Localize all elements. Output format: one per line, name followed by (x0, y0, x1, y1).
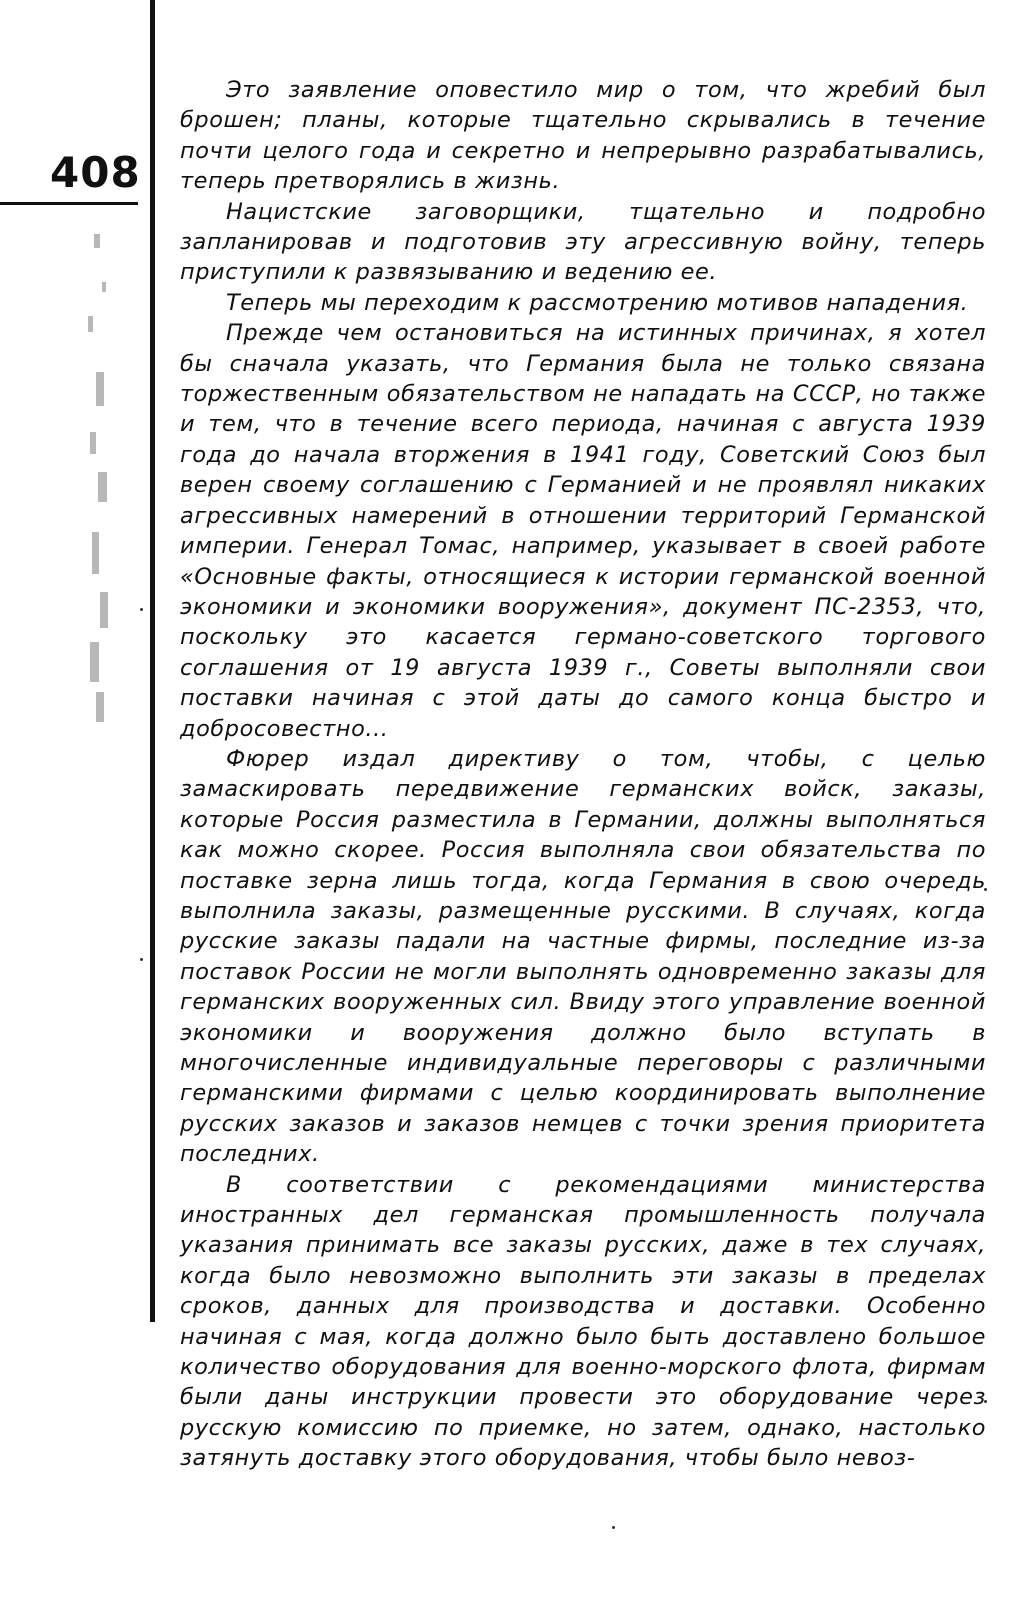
paragraph: Нацистские заговорщики, тщательно и подробно запланировав и подготовив эту агрессивную войну, теперь приступили к развязыванию и ведению ее. (180, 198, 986, 286)
paragraph: Теперь мы переходим к рассмотрению мотивов нападения. (226, 289, 969, 316)
paragraph: Это заявление оповестило мир о том, что жребий был брошен; планы, которые тщательно скрывались в течение почти целого года и секретно и непрерывно разрабатывались, теперь претворялись в жизнь. (180, 77, 986, 195)
scan-speck (140, 958, 143, 961)
page-number: 408 (50, 148, 141, 197)
scan-speck (140, 608, 143, 611)
paragraph: В соответствии с рекомендациями министерства иностранных дел германская промышленность получала указания принимать все заказы русских, даже в тех случаях, когда было невозможно выполнить эти заказы в пределах сроков, данных для производства и доставки. Особенно начиная с мая, когда должно было быть доставлено большое количество оборудования для военно-морского флота, фирмам были даны инструкции провести это оборудование через русскую комиссию по приемке, но затем, однако, настолько затянуть доставку этого оборудования, чтобы было невоз- (180, 1171, 986, 1472)
paragraph: Прежде чем остановиться на истинных причинах, я хотел бы сначала указать, что Германия была не только связана торжественным обязательством не нападать на СССР, но также и тем, что в течение всего периода, начиная с августа 1939 года до начала вторжения в 1941 году, Советский Союз был верен своему соглашению с Германией и не проявлял никаких агрессивных намерений в отношении территорий Германской империи. Генерал Томас, например, указывает в своей работе «Основные факты, относящиеся к истории германской военной экономики и экономики вооружения», документ ПС-2353, что, поскольку это касается германо-советского торгового соглашения от 19 августа 1939 г., Советы выполняли свои поставки начиная с этой даты до самого конца быстро и добросовестно... (180, 320, 986, 742)
body-text (180, 75, 986, 1474)
scan-speck (612, 1526, 615, 1529)
page-number-rule (0, 202, 138, 205)
margin-scan-marks (80, 222, 120, 742)
margin-vertical-rule (150, 0, 155, 1322)
paragraph: Фюрер издал директиву о том, чтобы, с целью замаскировать передвижение германских войск, заказы, которые Россия разместила в Германии, должны выполняться как можно скорее. Россия выполняла свои обязательства по поставке зерна лишь тогда, когда Германия в свою очередь выполнила заказы, размещенные русскими. В случаях, когда русские заказы падали на частные фирмы, последние из-за поставок России не могли выполнять одновременно заказы для германских вооруженных сил. Ввиду этого управление военной экономики и вооружения должно было вступать в многочисленные индивидуальные переговоры с различными германскими фирмами с целью координировать выполнение русских заказов и заказов немцев с точки зрения приоритета последних. (180, 745, 986, 1168)
